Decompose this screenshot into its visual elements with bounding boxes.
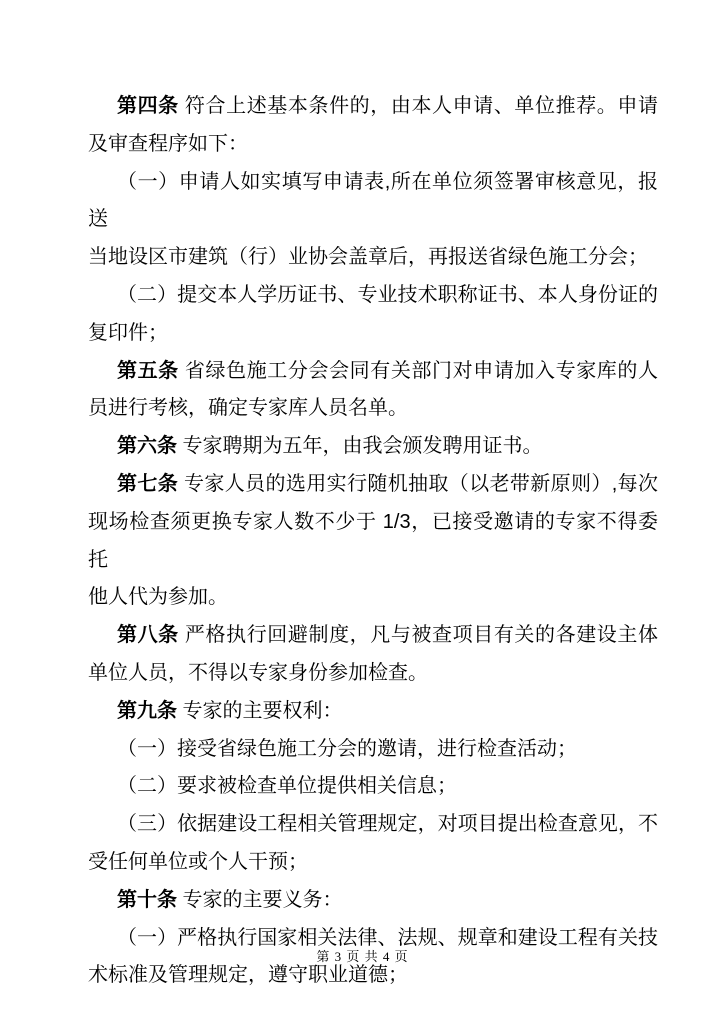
line-text: 专家的主要义务： <box>177 888 343 911</box>
text-line <box>88 466 658 504</box>
line-text: 现场检查须更换专家人数不少于 1/3，已接受邀请的专家不得委托 <box>88 510 658 571</box>
text-line <box>88 428 658 466</box>
article-heading: 第七条 <box>117 472 179 495</box>
article-heading: 第六条 <box>117 435 177 458</box>
text-line <box>88 88 658 126</box>
text-line <box>88 504 658 580</box>
text-line <box>88 579 658 617</box>
article-heading: 第八条 <box>117 624 179 647</box>
article-heading: 第五条 <box>117 359 179 382</box>
text-line <box>88 844 658 882</box>
line-text: 术标准及管理规定，遵守职业道德； <box>88 964 408 987</box>
line-text: （一）接受省绿色施工分会的邀请，进行检查活动； <box>117 737 577 760</box>
article-heading: 第四条 <box>117 95 179 117</box>
line-text: 员进行考核，确定专家库人员名单。 <box>88 397 408 420</box>
line-text: 当地设区市建筑（行）业协会盖章后，再报送省绿色施工分会； <box>88 246 648 269</box>
page-footer: 第 3 页 共 4 页 <box>316 949 409 964</box>
line-text: （二）提交本人学历证书、专业技术职称证书、本人身份证的 <box>117 283 658 306</box>
text-line <box>88 693 658 731</box>
text-line <box>88 126 658 164</box>
text-line <box>88 731 658 769</box>
line-text: 符合上述基本条件的，由本人申请、单位推荐。申请 <box>178 95 658 117</box>
text-line <box>88 617 658 655</box>
line-text: 专家聘期为五年，由我会颁发聘用证书。 <box>177 435 543 458</box>
article-heading: 第九条 <box>117 699 177 722</box>
line-text: 及审查程序如下： <box>88 132 248 155</box>
article-heading: 第十条 <box>117 888 177 911</box>
line-text: 专家的主要权利： <box>177 699 343 722</box>
line-text: （二）要求被检查单位提供相关信息； <box>117 775 457 798</box>
text-line <box>88 277 658 315</box>
text-line <box>88 315 658 353</box>
text-line <box>88 239 658 277</box>
line-text: 省绿色施工分会会同有关部门对申请加入专家库的人 <box>178 359 658 382</box>
text-line <box>88 164 658 240</box>
line-text: 专家人员的选用实行随机抽取（以老带新原则）,每次 <box>178 472 659 495</box>
line-text: （一）申请人如实填写申请表,所在单位须签署审核意见，报送 <box>88 170 658 231</box>
line-text: 受任何单位或个人干预； <box>88 850 308 873</box>
text-line <box>88 390 658 428</box>
line-text: （三）依据建设工程相关管理规定，对项目提出检查意见，不 <box>117 813 658 836</box>
text-line <box>88 768 658 806</box>
text-line <box>88 353 658 391</box>
line-text: （一）严格执行国家相关法律、法规、规章和建设工程有关技 <box>117 926 658 949</box>
line-text: 他人代为参加。 <box>88 586 228 609</box>
line-text: 单位人员，不得以专家身份参加检查。 <box>88 661 428 684</box>
line-text: 严格执行回避制度，凡与被查项目有关的各建设主体 <box>178 624 658 647</box>
text-line <box>88 806 658 844</box>
text-line <box>88 882 658 920</box>
document-body <box>88 88 658 995</box>
line-text: 复印件； <box>88 321 168 344</box>
text-line <box>88 655 658 693</box>
